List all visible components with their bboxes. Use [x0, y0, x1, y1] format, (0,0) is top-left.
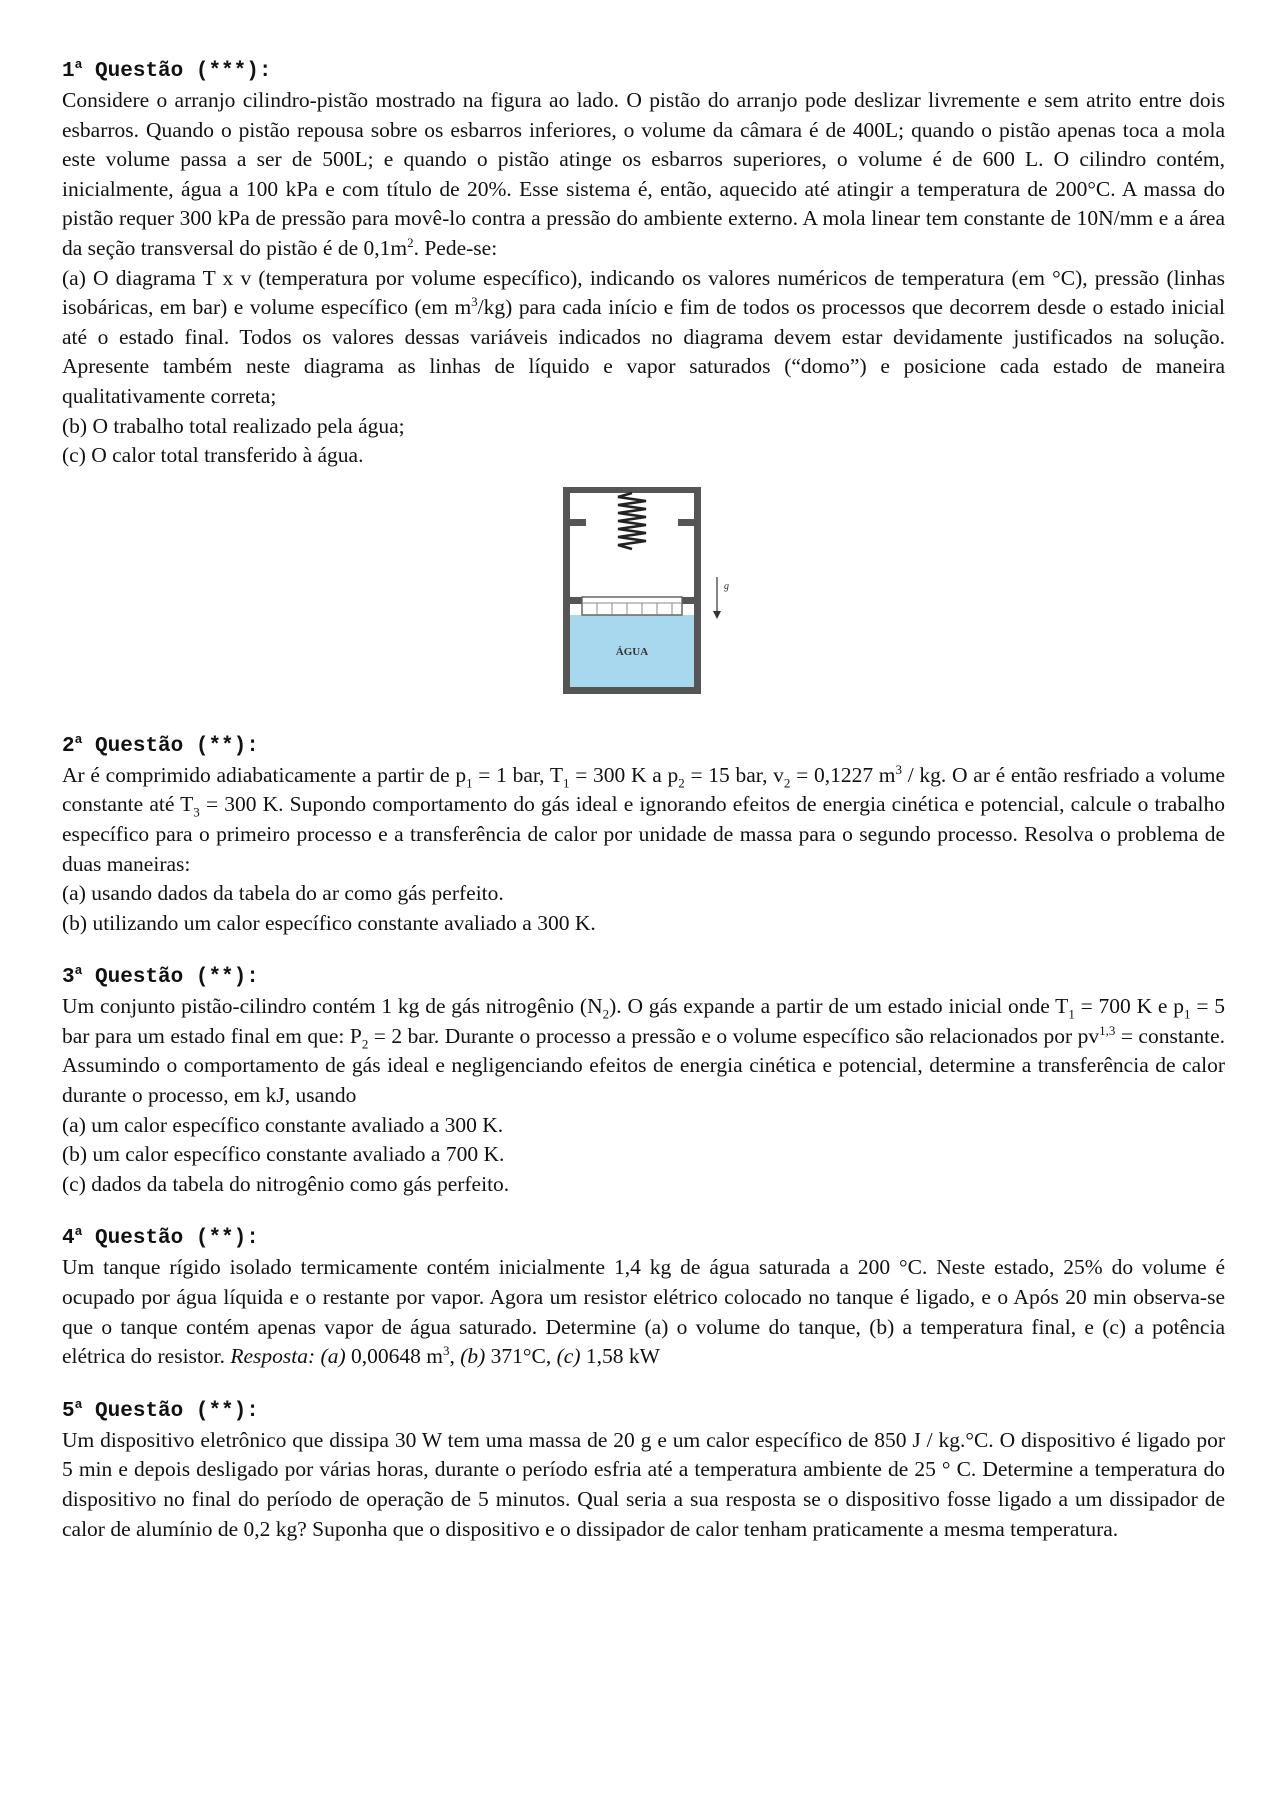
q1-text-part: . Pede-se:: [413, 235, 498, 260]
question-5: [62, 1398, 1225, 1544]
q3-text-part: = 2 bar. Durante o processo a pressão e o volume específico são relacionados por pv: [368, 1023, 1100, 1048]
question-5-number: 5: [62, 1399, 75, 1423]
q2-sub: 2: [678, 775, 685, 791]
q2-sub: 2: [783, 775, 791, 791]
q3-text-part: = constante. Assumindo o comportamento de gás ideal e negligenciando efeitos de energia cinética e potencial, determine a transferência de calor durante o processo, em kJ, usando: [62, 1023, 1225, 1108]
q4-answer-a: (a): [320, 1344, 346, 1369]
q3-text-part: = 700 K e p: [1074, 994, 1185, 1019]
q2-text-part: = 300 K. Supondo comportamento do gás ideal e ignorando efeitos de energia cinética e potencial, calcule o trabalho específico para o primeiro processo e a transferência de calor por unidade de massa para o segundo processo. Resolva o problema de duas maneiras:: [62, 792, 1225, 876]
document-page: [62, 58, 1225, 1570]
question-3-title: Questão (**):: [95, 966, 259, 990]
question-4: [62, 1225, 1225, 1371]
q2-sup: 3: [895, 761, 903, 777]
q3-sub: 1: [1068, 1006, 1075, 1022]
question-4-title: Questão (**):: [95, 1227, 259, 1251]
q2-sub: 1: [466, 775, 473, 791]
q2-sub: 3: [193, 804, 200, 820]
q4-answer-c: (c): [556, 1344, 581, 1369]
q1-text-sup: 2: [407, 234, 414, 250]
q2-text-part: / kg. O ar é então resfriado a volume constante até T: [62, 762, 1225, 817]
q3-sup: 1,3: [1099, 1022, 1116, 1038]
water-label: ÁGUA: [615, 645, 649, 658]
q4-text-part: 0,00648 m: [345, 1344, 443, 1369]
q1-text-part: Considere o arranjo cilindro-pistão mostrado na figura ao lado. O pistão do arranjo pode deslizar livremente e sem atrito entre dois esbarros. Quando o pistão repousa sobre os esbarros inferiores, o volume da câmara é de 400L; quando o pistão apenas toca a mola este volume passa a ser de 500L; e quando o pistão atinge os esbarros superiores, o volume é de 600 L. O cilindro contém, inicialmente, água a 100 kPa e com título de 20%. Esse sistema é, então, aquecido até atingir a temperatura de 200°C. A massa do pistão requer 300 kPa de pressão para movê-lo contra a pressão do ambiente externo. A mola linear tem constante de 10N/mm e a área da seção transversal do pistão é de 0,1m: [62, 88, 1225, 260]
question-1-ordinal: a: [74, 57, 83, 72]
question-5-text: Um dispositivo eletrônico que dissipa 30 W tem uma massa de 20 g e um calor específico de 850 J / kg.°C. O dispositivo é ligado por 5 min e depois desligado por várias horas, durante o período esfria até a temperatura ambiente de 25 ° C. Determine a temperatura do dispositivo no final do período de operação de 5 minutos. Qual seria a sua resposta se o dispositivo fosse ligado a um dissipador de calor de alumínio de 0,2 kg? Suponha que o dispositivo e o dissipador de calor tenham praticamente a mesma temperatura.: [62, 1427, 1225, 1541]
question-3: [62, 964, 1225, 1199]
question-1-number: 1: [62, 60, 75, 83]
q3-sub: 1: [1184, 1006, 1191, 1022]
lower-stop-left: [570, 597, 582, 604]
q4-sup: 3: [442, 1343, 450, 1359]
question-2-text: [62, 761, 1225, 879]
q2-text-part: Ar é comprimido adiabaticamente a partir de p: [62, 762, 467, 787]
question-5-title: Questão (**):: [95, 1399, 259, 1423]
question-1-title: Questão (***):: [95, 60, 272, 83]
question-1-heading: [62, 58, 1225, 86]
q4-answer-label: Resposta:: [230, 1344, 316, 1369]
cylinder-left-wall: [563, 487, 570, 694]
q3-text-part: ). O gás expande a partir de um estado inicial onde T: [609, 994, 1069, 1019]
question-5-ordinal: a: [74, 1396, 83, 1412]
question-4-number: 4: [62, 1227, 75, 1251]
q2-text-part: = 300 K a p: [569, 762, 679, 787]
question-2-title: Questão (**):: [95, 734, 259, 758]
piston-cylinder-figure: [62, 477, 1225, 707]
question-4-text: [62, 1253, 1225, 1371]
question-3-ordinal: a: [74, 963, 83, 979]
cylinder-top-wall: [563, 487, 701, 493]
upper-stop-right: [678, 519, 694, 526]
q1-item-a-part: /kg) para cada início e fim de todos os processos que decorrem desde o estado inicial até o estado final. Todos os valores dessas variáveis indicados no diagrama devem estar devidamente justificados na solução. Apresente também neste diagrama as linhas de líquido e vapor saturados (“domo”) e posicione cada estado de maneira qualitativamente correta;: [62, 295, 1225, 408]
question-2-ordinal: a: [74, 731, 83, 747]
q1-item-a-part: (a) O diagrama T x v (temperatura por volume específico), indicando os valores numéricos de temperatura (em °C), pressão (linhas isobáricas, em bar) e volume específico (em m: [62, 265, 1225, 320]
q2-text-part: = 0,1227 m: [790, 762, 896, 787]
question-5-heading: [62, 1398, 1225, 1426]
q4-answer-b: (b): [460, 1344, 486, 1369]
gravity-arrow-head: [713, 611, 721, 619]
q3-sub: 2: [361, 1036, 369, 1052]
piston-cylinder-diagram: [562, 477, 732, 702]
q2-text-part: = 15 bar, v: [684, 762, 784, 787]
question-3-heading: [62, 964, 1225, 992]
q4-text-part: 371°C,: [485, 1344, 557, 1369]
lower-stop-right: [682, 597, 694, 604]
q4-text-part: Um tanque rígido isolado termicamente contém inicialmente 1,4 kg de água saturada a 200 °C. Neste estado, 25% do volume é ocupado por água líquida e o restante por vapor. Agora um resistor elétrico colocado no tanque é ligado, e o Após 20 min observa-se que o tanque contém apenas vapor de água saturado. Determine (a) o volume do tanque, (b) a temperatura final, e (c) a potência elétrica do resistor.: [62, 1255, 1225, 1369]
question-2-item-a: (a) usando dados da tabela do ar como gás perfeito.: [62, 881, 504, 906]
gravity-label: g: [724, 580, 729, 592]
cylinder-bottom-wall: [563, 687, 701, 694]
q3-text-part: = 5 bar para um estado final em que: P: [62, 994, 1225, 1048]
spring: [618, 493, 646, 549]
question-4-heading: [62, 1225, 1225, 1253]
question-3-text: [62, 992, 1225, 1110]
q2-sub: 1: [563, 775, 570, 791]
question-3-item-a: (a) um calor específico constante avaliado a 300 K.: [62, 1112, 504, 1137]
question-2: [62, 733, 1225, 939]
question-2-item-b: (b) utilizando um calor específico constante avaliado a 300 K.: [62, 910, 596, 935]
q2-text-part: = 1 bar, T: [472, 762, 564, 787]
q3-text-part: Um conjunto pistão-cilindro contém 1 kg de gás nitrogênio (N: [62, 994, 603, 1019]
question-1-item-a: [62, 264, 1225, 412]
question-1-text: [62, 86, 1225, 264]
question-3-number: 3: [62, 966, 75, 990]
q3-sub: 2: [602, 1006, 610, 1022]
question-1-item-b: (b) O trabalho total realizado pela água;: [62, 413, 405, 438]
question-3-item-c: (c) dados da tabela do nitrogênio como gás perfeito.: [62, 1171, 510, 1196]
upper-stop-left: [570, 519, 586, 526]
q4-text-part: 1,58 kW: [580, 1344, 660, 1369]
question-1: [62, 58, 1225, 707]
q4-text-part: ,: [449, 1344, 461, 1369]
question-4-ordinal: a: [74, 1224, 83, 1240]
cylinder-right-wall: [694, 487, 701, 694]
question-3-item-b: (b) um calor específico constante avaliado a 700 K.: [62, 1142, 505, 1167]
question-1-item-c: (c) O calor total transferido à água.: [62, 443, 364, 468]
q1-item-a-sup: 3: [471, 294, 478, 309]
question-2-heading: [62, 733, 1225, 761]
question-2-number: 2: [62, 734, 75, 758]
